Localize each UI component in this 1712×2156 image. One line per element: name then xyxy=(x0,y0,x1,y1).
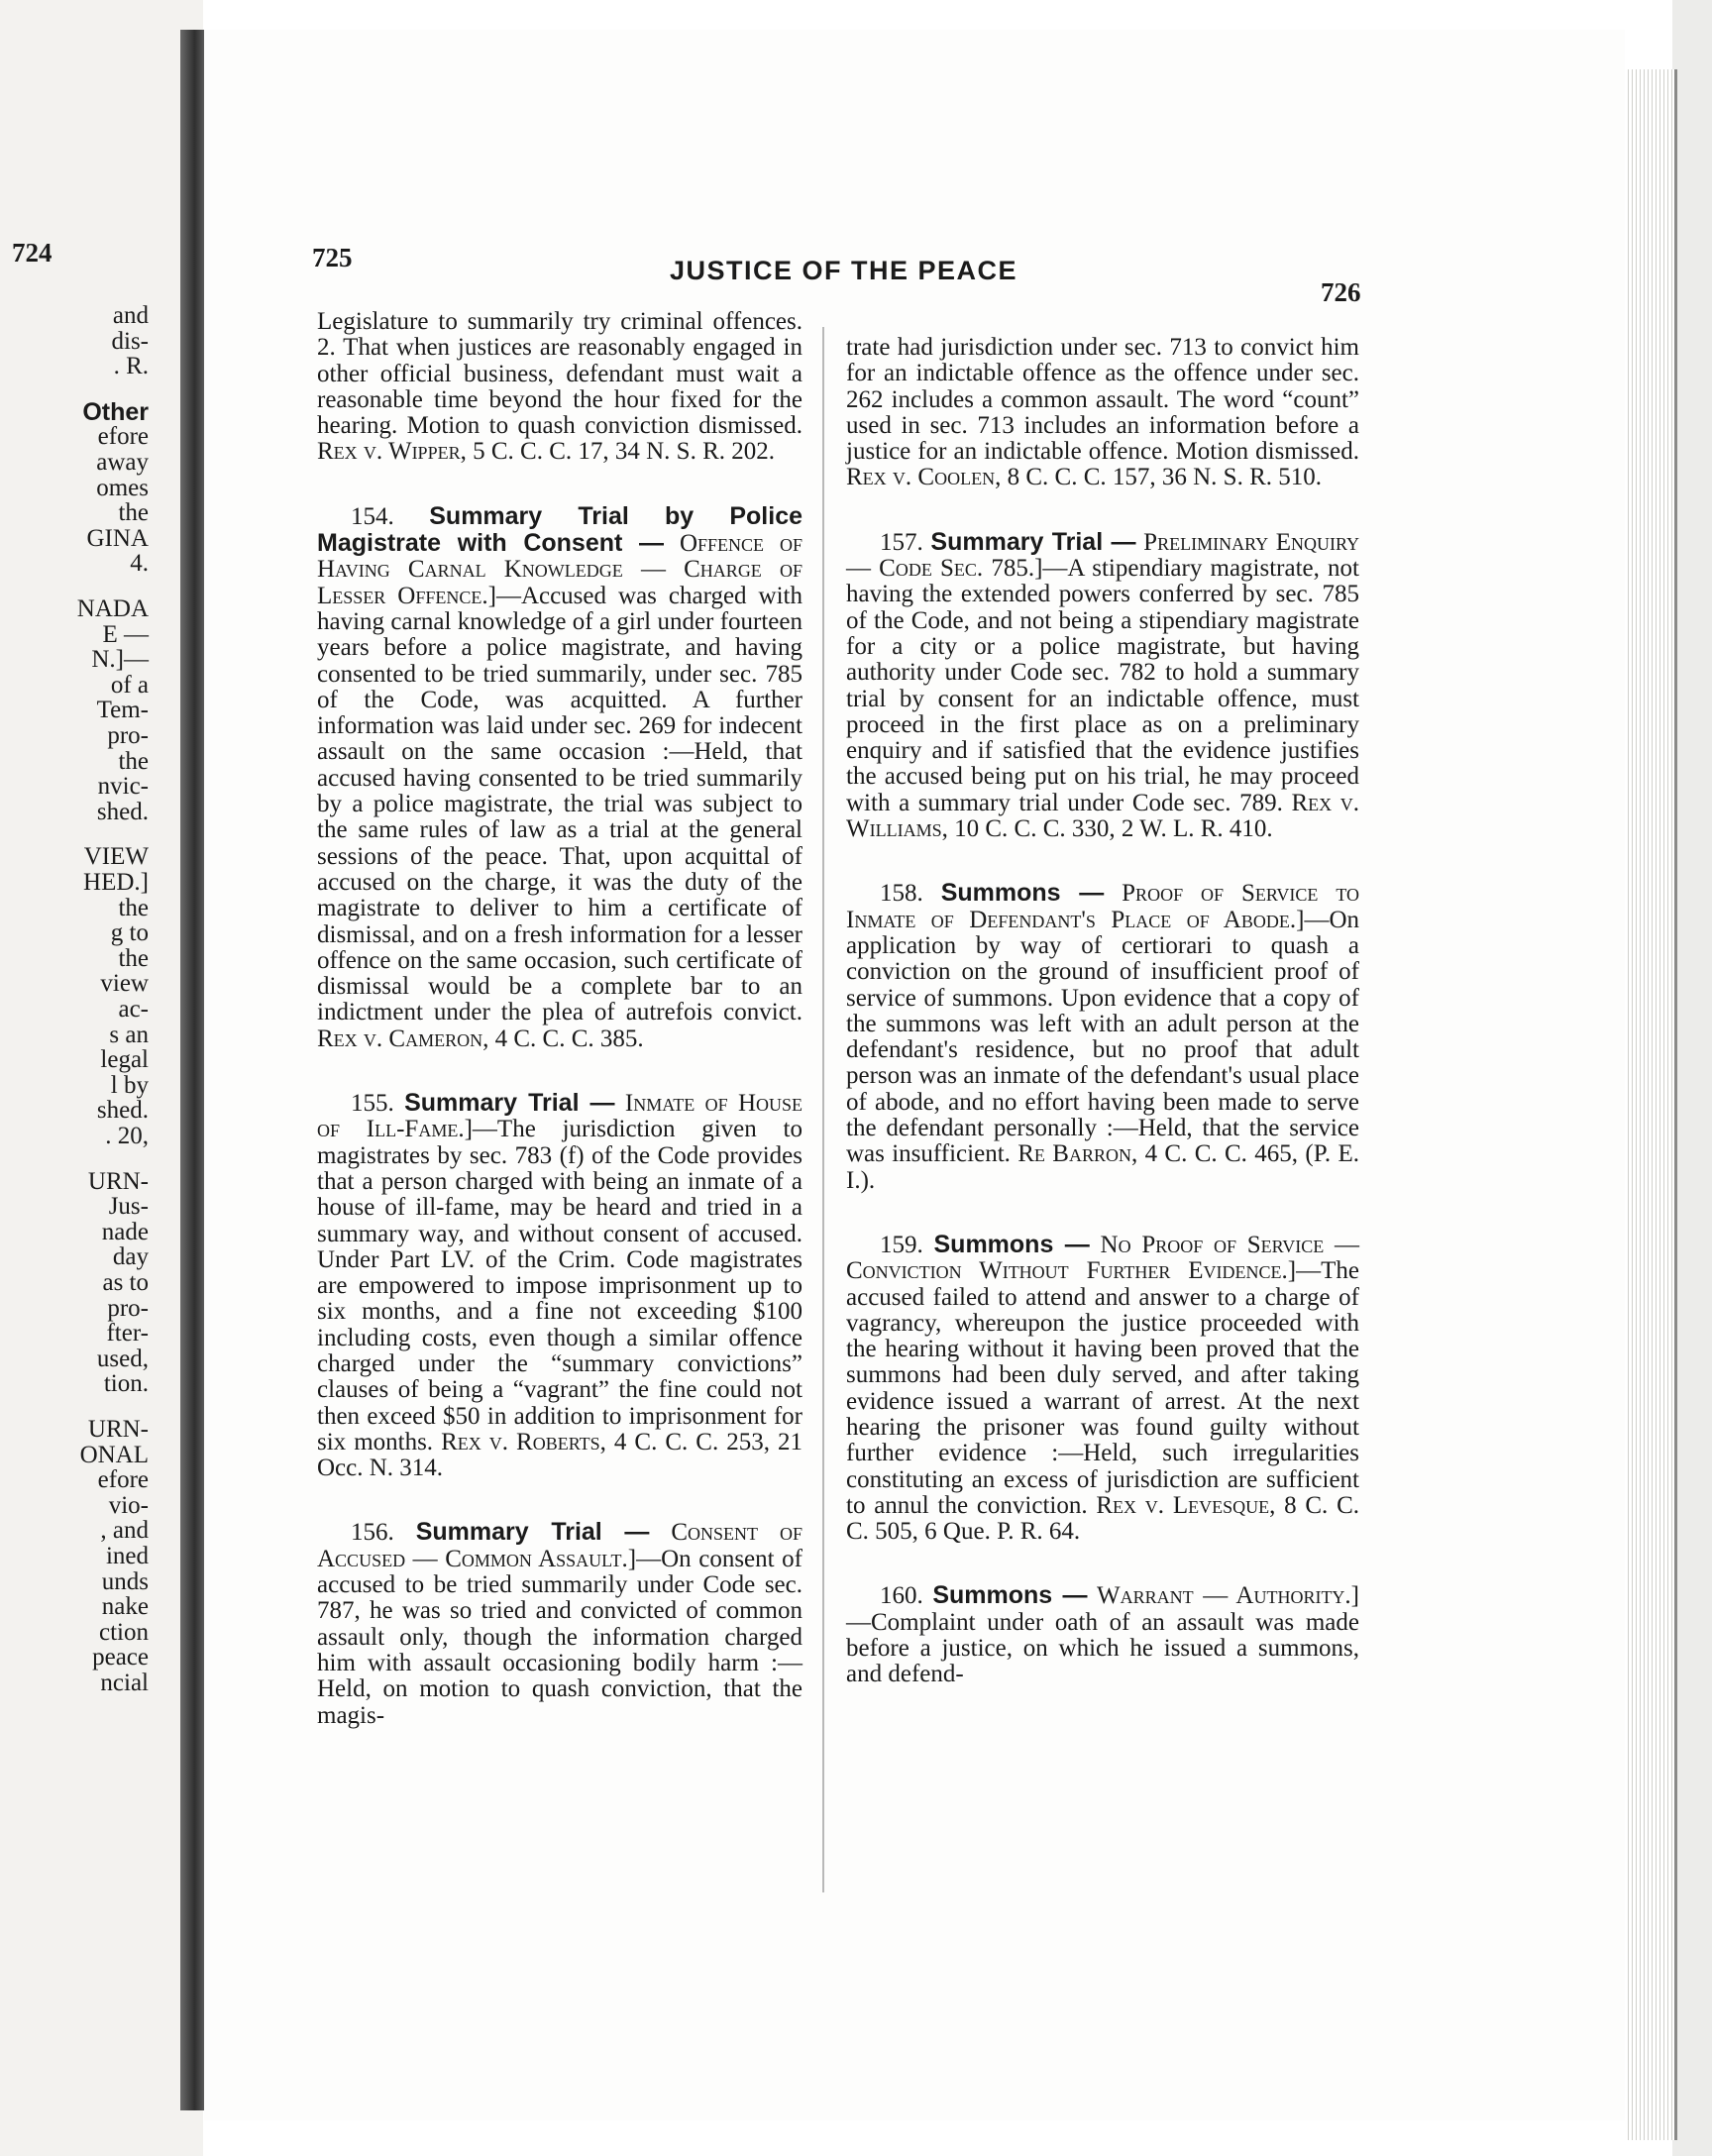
entry-159 xyxy=(846,1232,1359,1546)
left-page-fragment: nade xyxy=(101,1218,149,1245)
left-page-fragment: efore xyxy=(97,1466,149,1494)
entry-heading: Summary Trial by Police Magistrate with Consent — xyxy=(317,501,803,558)
entry-heading: Summary Trial — xyxy=(415,1518,650,1547)
book-spine xyxy=(180,30,204,2110)
entry-subheading: Warrant — Authority.] xyxy=(1097,1582,1360,1610)
left-page-fragment: E — xyxy=(102,620,149,648)
left-page-fragment: dis- xyxy=(111,327,149,355)
entry-158 xyxy=(846,880,1359,1194)
left-page-fragment: N.]— xyxy=(91,646,149,674)
left-page-fragment: legal xyxy=(100,1046,149,1074)
entry-number: 158. xyxy=(880,880,923,908)
left-page-fragment: shed. xyxy=(96,1097,149,1125)
entry-continued xyxy=(846,335,1359,491)
column-rule xyxy=(822,327,824,1892)
column-right xyxy=(846,335,1359,1688)
left-page-fragment: nake xyxy=(101,1593,149,1621)
left-page-fragment: ncial xyxy=(100,1670,149,1696)
left-page-fragment: ined xyxy=(105,1543,149,1569)
entry-157 xyxy=(846,529,1359,843)
entry-subheading: Proof of Service to Inmate of Defendant's Place of Abode.] xyxy=(846,880,1360,933)
left-page-fragment: fter- xyxy=(106,1320,149,1348)
left-page-number: 724 xyxy=(12,238,53,268)
left-page-fragment: ac- xyxy=(118,996,149,1023)
entry-body: —Accused was charged with having carnal knowledge of a girl under fourteen years before a police magistrate, and having consented to be tried summarily, under sec. 785 of the Code, was acquitted. A further information was laid under sec. 269 for indecent assault on the same occasion :—Held, that accused having consented to be tried summarily by a police magistrate, the trial was subject to the same rules of law as a trial at the general sessions of the peace. That, upon acquittal of accused on the charge, it was the duty of the magistrate to deliver to him a certificate of dismissal, and on a fresh information for a lesser offence on the same occasion, such certificate of dismissal would be a complete bar to an indictment under the plea of autrefois convict. xyxy=(317,582,802,1026)
entry-number: 159. xyxy=(880,1231,923,1258)
left-page-fragment: used, xyxy=(96,1345,149,1372)
left-page-fragment: day xyxy=(112,1243,149,1271)
left-page-fragment: and xyxy=(112,302,149,329)
entry-number: 157. xyxy=(880,528,923,556)
left-page-fragment: GINA xyxy=(86,524,149,552)
entry-continued xyxy=(317,309,802,466)
entry-body: —A stipendiary magistrate, not having the extended powers conferred by sec. 785 of the Code, and not being a stipendiary magistrate for a city or a police magistrate, but having authority under Code sec. 782 to hold a summary trial by consent for an indictable offence, must proceed in the first place as on a preliminary enquiry and if satisfied that the evidence justifies the accused being put on his trial, he may proceed with a summary trial under Code sec. 789. xyxy=(846,555,1359,816)
left-page-fragment: l by xyxy=(110,1071,149,1099)
left-page-fragment: unds xyxy=(101,1567,149,1595)
left-page-fragment: away xyxy=(96,449,149,476)
entry-number: 155. xyxy=(351,1090,394,1118)
entry-heading: Summons — xyxy=(932,1581,1088,1610)
entry-subheading: Consent of Accused — Common Assault.] xyxy=(317,1519,803,1572)
left-page-fragment: URN- xyxy=(87,1167,149,1195)
left-page-fragment: HED.] xyxy=(83,869,149,896)
left-page-fragment: g to xyxy=(110,919,149,947)
entry-154 xyxy=(317,503,802,1052)
citation: 8 C. C. C. 505, 6 Que. P. R. 64. xyxy=(846,1491,1359,1546)
left-page-fragment: Other xyxy=(82,397,149,426)
left-page-fragment: omes xyxy=(96,474,149,501)
left-page-fragment: 4. xyxy=(130,550,149,578)
case-name: Re Barron, xyxy=(1017,1140,1138,1168)
entry-155 xyxy=(317,1090,802,1481)
left-page-fragment: VIEW xyxy=(83,843,149,871)
entry-subheading: Offence of Having Carnal Knowledge — Charge of Lesser Offence.] xyxy=(317,530,802,609)
page-edges xyxy=(1625,69,1677,2140)
left-page-fragment: Jus- xyxy=(108,1193,149,1221)
left-page-fragment: of a xyxy=(110,671,149,699)
citation: 4 C. C. C. 465, (P. E. I.). xyxy=(846,1140,1359,1194)
entry-heading: Summary Trial — xyxy=(404,1089,615,1118)
left-page-fragment: pro- xyxy=(107,1294,149,1322)
left-page-fragment: NADA xyxy=(76,595,149,622)
left-page-fragment: the xyxy=(118,894,149,921)
entry-body: —Complaint under oath of an assault was made before a justice, on which he issued a summons, and defend- xyxy=(846,1608,1359,1688)
case-name: Rex v. Cameron, xyxy=(317,1024,489,1052)
left-page-fragment: ONAL xyxy=(79,1441,149,1468)
left-page-fragment: the xyxy=(118,499,149,527)
left-page-fragment: . 20, xyxy=(105,1123,149,1149)
citation: 4 C. C. C. 385. xyxy=(494,1024,644,1052)
case-name: Rex v. Wipper, xyxy=(317,438,467,466)
case-name: Rex v. Williams, xyxy=(846,789,1359,843)
entry-number: 160. xyxy=(880,1582,923,1610)
entry-156 xyxy=(317,1519,802,1728)
left-page-fragment: nvic- xyxy=(97,773,149,801)
citation: 5 C. C. C. 17, 34 N. S. R. 202. xyxy=(473,438,776,466)
case-name: Rex v. Roberts, xyxy=(441,1428,606,1455)
citation: 4 C. C. C. 253, 21 Occ. N. 314. xyxy=(317,1428,803,1482)
entry-number: 154. xyxy=(351,502,394,530)
entry-subheading: No Proof of Service — Conviction Without Further Evidence.] xyxy=(846,1231,1359,1285)
entry-body: —The accused failed to attend and answer to a charge of vagrancy, whereupon the justice proceeded with the hearing without it having been proved that the summons had been duly served, and after taking evidence issued a warrant of arrest. At the next hearing the prisoner was found guilty without further evidence :—Held, such irregularities constituting an excess of jurisdiction are sufficient to annul the conviction. xyxy=(846,1257,1359,1519)
left-page-fragment: efore xyxy=(97,423,149,451)
left-page-fragment: the xyxy=(118,944,149,972)
left-page-fragment: peace xyxy=(92,1644,149,1671)
entry-body: trate had jurisdiction under sec. 713 to convict him for an indictable offence as the offence under sec. 262 includes a common assault. The word “count” used in sec. 713 includes an information before a justice for an indictable offence. Motion dismissed. xyxy=(846,334,1359,466)
running-title: JUSTICE OF THE PEACE xyxy=(670,256,1018,285)
left-page-fragment: view xyxy=(100,970,149,998)
entry-heading: Summons — xyxy=(933,1230,1090,1258)
citation: 10 C. C. C. 330, 2 W. L. R. 410. xyxy=(954,815,1273,843)
entry-heading: Summons — xyxy=(940,879,1105,908)
page-number-left: 725 xyxy=(312,243,353,272)
left-page-background xyxy=(0,0,203,2156)
left-page-fragment: the xyxy=(118,747,149,775)
entry-body: —The jurisdiction given to magistrates by sec. 783 (f) of the Code provides that a person charged with being an inmate of a house of ill-fame, may be heard and tried in a summary way, and without consent of accused. Under Part LV. of the Crim. Code magistrates are empowered to impose imprisonment up to six months, and a fine not exceeding $100 including costs, even though a similar offence charged under the “summary convictions” clauses of being a “vagrant” the fine could not then exceed $50 in addition to imprisonment for six months. xyxy=(317,1116,802,1455)
left-page-fragment: Tem- xyxy=(96,697,149,724)
entry-heading: Summary Trial — xyxy=(930,527,1136,556)
entry-body: —On consent of accused to be tried summarily under Code sec. 787, he was so tried and convicted of common assault only, though the information charged him with assault occasioning bodily harm :—Held, on motion to quash conviction, that the magis- xyxy=(317,1545,802,1729)
entry-number: 156. xyxy=(351,1519,394,1547)
left-page-fragment: , and xyxy=(100,1517,149,1545)
citation: 8 C. C. C. 157, 36 N. S. R. 510. xyxy=(1007,464,1323,491)
left-page-fragment: ction xyxy=(99,1618,149,1646)
right-background xyxy=(1672,0,1712,2156)
case-name: Rex v. Levesque, xyxy=(1096,1491,1276,1519)
entry-subheading: Preliminary Enquiry — Code Sec. 785.] xyxy=(846,528,1360,583)
entry-160 xyxy=(846,1582,1359,1687)
entry-subheading: Inmate of House of Ill-Fame.] xyxy=(317,1090,803,1143)
left-page-fragment: . R. xyxy=(113,353,149,380)
column-left xyxy=(317,309,802,1729)
entry-body: Legislature to summarily try criminal offences. 2. That when justices are reasonably engaged in other official business, defendant must wait a reasonable time beyond the hour fixed for the hearing. Motion to quash conviction dismissed. xyxy=(317,308,802,440)
page-number-right: 726 xyxy=(1321,277,1361,307)
left-page-fragment: s an xyxy=(109,1021,149,1048)
left-page-fragment: URN- xyxy=(87,1416,149,1443)
case-name: Rex v. Coolen, xyxy=(846,464,1002,491)
left-page-fragment: pro- xyxy=(107,722,149,749)
left-page-fragment: shed. xyxy=(96,798,149,825)
entry-body: —On application by way of certiorari to quash a conviction on the ground of insufficient proof of service of summons. Upon evidence that a copy of the summons was left with an adult person at the defendant's residence, but no proof that adult person was an inmate of the defendant's usual place of abode, and no effort having been made to serve the defendant personally :—Held, that the service was insufficient. xyxy=(846,906,1359,1168)
left-page-fragment: as to xyxy=(102,1269,149,1296)
left-page-fragment: vio- xyxy=(108,1491,149,1519)
left-page-fragment: tion. xyxy=(103,1370,149,1398)
